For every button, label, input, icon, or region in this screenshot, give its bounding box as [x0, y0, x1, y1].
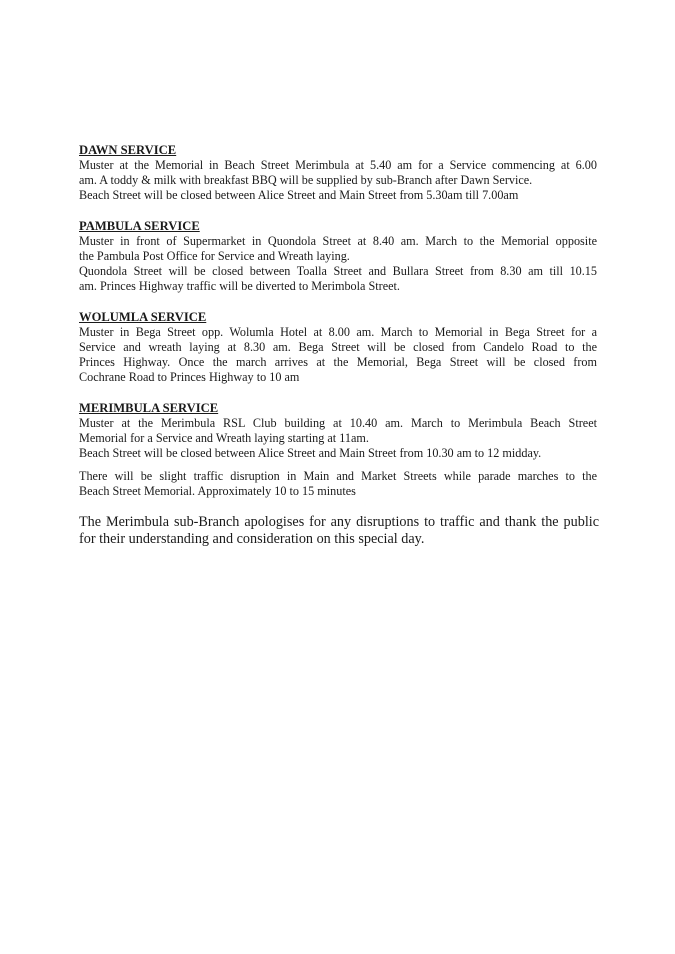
merimbula-service-line: Memorial for a Service and Wreath laying starting at 11am.: [79, 431, 369, 445]
wolumla-service-line: Muster in Bega Street opp. Wolumla Hotel at 8.00 am. March to Memorial in Bega Street for a: [79, 325, 597, 339]
merimbula-service-heading: MERIMBULA SERVICE: [79, 401, 219, 415]
wolumla-service-line: Cochrane Road to Princes Highway to 10 am: [79, 370, 300, 384]
pambula-service-heading: PAMBULA SERVICE: [79, 219, 200, 233]
dawn-service-line: Beach Street will be closed between Alice Street and Main Street from 5.30am till 7.00am: [79, 188, 519, 202]
pambula-service-line: the Pambula Post Office for Service and Wreath laying.: [79, 249, 350, 263]
pambula-service-line: Quondola Street will be closed between Toalla Street and Bullara Street from 8.30 am till 10.15: [79, 264, 597, 278]
merimbula-service-line: Beach Street will be closed between Alice Street and Main Street from 10.30 am to 12 midday.: [79, 446, 542, 460]
wolumla-service-line: Service and wreath laying at 8.30 am. Bega Street will be closed from Candelo Road to the: [79, 340, 597, 354]
traffic-note-line: Beach Street Memorial. Approximately 10 to 15 minutes: [79, 484, 356, 498]
wolumla-service-line: Princes Highway. Once the march arrives at the Memorial, Bega Street will be closed from: [79, 355, 597, 369]
closing-statement-line: for their understanding and consideration on this special day.: [79, 531, 425, 547]
pambula-service-line: Muster in front of Supermarket in Quondola Street at 8.40 am. March to the Memorial opposite: [79, 234, 597, 248]
dawn-service-line: Muster at the Memorial in Beach Street Merimbula at 5.40 am for a Service commencing at 6.00: [79, 158, 597, 172]
wolumla-service-heading: WOLUMLA SERVICE: [79, 310, 207, 324]
dawn-service-line: am. A toddy & milk with breakfast BBQ will be supplied by sub-Branch after Dawn Service.: [79, 173, 533, 187]
closing-statement-line: The Merimbula sub-Branch apologises for any disruptions to traffic and thank the public: [79, 514, 599, 530]
pambula-service-line: am. Princes Highway traffic will be diverted to Merimbola Street.: [79, 279, 400, 293]
dawn-service-heading: DAWN SERVICE: [79, 143, 177, 157]
merimbula-service-line: Muster at the Merimbula RSL Club building at 10.40 am. March to Merimbula Beach Street: [79, 416, 597, 430]
traffic-note-line: There will be slight traffic disruption in Main and Market Streets while parade marches to the: [79, 469, 597, 483]
